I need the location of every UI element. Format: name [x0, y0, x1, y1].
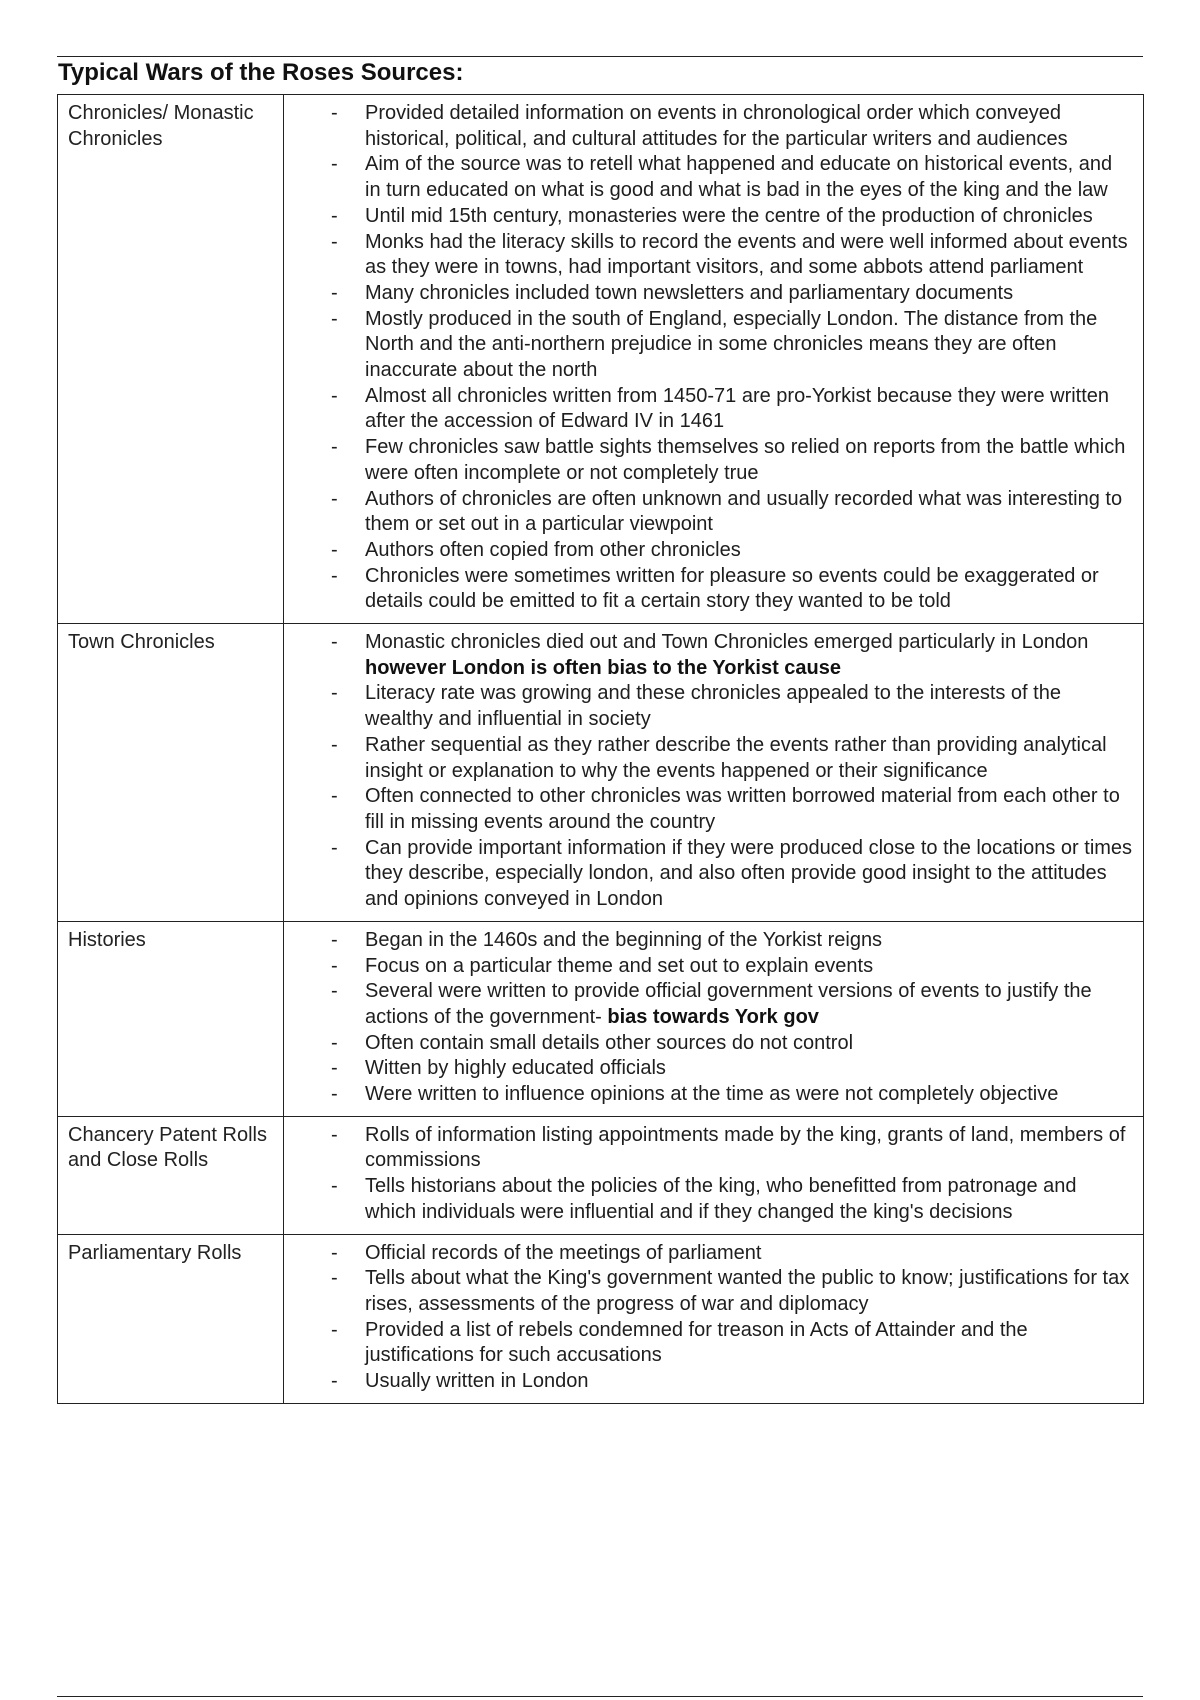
list-item [284, 281, 1133, 307]
list-item [284, 307, 1133, 384]
bullet-list [284, 1123, 1133, 1226]
list-item [284, 1369, 1133, 1395]
bullet-text: Often connected to other chronicles was written borrowed material from each other to fill in missing events around the country [365, 785, 1120, 833]
bullet-dash: - [331, 204, 338, 227]
list-item [284, 1123, 1133, 1174]
list-item [284, 435, 1133, 486]
list-item [284, 630, 1133, 681]
bullet-dash: - [331, 281, 338, 304]
bullet-text: Monks had the literacy skills to record the events and were well informed about events as they were in towns, had important visitors, and some abbots attend parliament [365, 230, 1128, 279]
bullet-dash: - [331, 1370, 338, 1393]
source-type-cell: Chancery Patent Rolls and Close Rolls [58, 1116, 284, 1234]
source-type-cell: Parliamentary Rolls [58, 1234, 284, 1403]
bullet-dash: - [331, 1318, 338, 1341]
bullet-text: Official records of the meetings of parliament [365, 1241, 762, 1264]
list-item [284, 152, 1133, 203]
list-item [284, 784, 1133, 835]
list-item [284, 564, 1133, 615]
bullet-text: Usually written in London [365, 1370, 589, 1393]
bullet-text: Few chronicles saw battle sights themselves so relied on reports from the battle which were often incomplete or not completely true [365, 436, 1126, 484]
bullet-dash: - [331, 1123, 338, 1146]
sources-table [57, 94, 1144, 1404]
source-type-cell: Histories [58, 921, 284, 1116]
bottom-divider [57, 1696, 1143, 1697]
bullet-dash: - [331, 733, 338, 756]
bullet-list [284, 630, 1133, 913]
table-row [58, 95, 1144, 624]
bullet-text: Many chronicles included town newsletters and parliamentary documents [365, 281, 1014, 304]
list-item [284, 979, 1133, 1030]
bullet-text: Rolls of information listing appointments made by the king, grants of land, members of commissions [365, 1123, 1126, 1172]
top-divider [57, 56, 1143, 57]
bullet-list [284, 101, 1133, 615]
bullet-emphasis: however London is often bias to the Yorkist cause [365, 656, 842, 679]
bullet-dash: - [331, 1083, 338, 1106]
list-item [284, 101, 1133, 152]
table-row [58, 624, 1144, 922]
bullet-dash: - [331, 928, 338, 951]
bullet-text: Authors often copied from other chronicles [365, 538, 741, 561]
list-item [284, 681, 1133, 732]
bullet-text: Mostly produced in the south of England, especially London. The distance from the North and the anti-northern prejudice in some chronicles means they are often inaccurate about the north [365, 307, 1098, 382]
bullet-text: Chronicles were sometimes written for pleasure so events could be exaggerated or details could be emitted to fit a certain story they wanted to be told [365, 564, 1099, 613]
page-title: Typical Wars of the Roses Sources: [58, 59, 464, 86]
bullet-text: Began in the 1460s and the beginning of the Yorkist reigns [365, 928, 883, 951]
list-item [284, 1266, 1133, 1317]
source-points-cell [284, 1234, 1144, 1403]
source-points-cell [284, 921, 1144, 1116]
bullet-text: Provided a list of rebels condemned for treason in Acts of Attainder and the justifications for such accusations [365, 1318, 1028, 1367]
bullet-text: Rather sequential as they rather describe the events rather than providing analytical insight or explanation to why the events happened or their significance [365, 733, 1107, 782]
table-row [58, 1234, 1144, 1403]
list-item [284, 1241, 1133, 1267]
list-item [284, 1318, 1133, 1369]
list-item [284, 204, 1133, 230]
sources-table-body [58, 95, 1144, 1404]
bullet-dash: - [331, 153, 338, 176]
source-type-cell: Chronicles/ Monastic Chronicles [58, 95, 284, 624]
table-row [58, 921, 1144, 1116]
bullet-dash: - [331, 631, 338, 654]
bullet-text: Provided detailed information on events in chronological order which conveyed historical, political, and cultural attitudes for the particular writers and audiences [365, 102, 1068, 150]
bullet-dash: - [331, 1175, 338, 1198]
bullet-text: Often contain small details other sources do not control [365, 1031, 854, 1054]
list-item [284, 733, 1133, 784]
list-item [284, 1082, 1133, 1108]
list-item [284, 1174, 1133, 1225]
bullet-list [284, 1241, 1133, 1395]
bullet-dash: - [331, 954, 338, 977]
bullet-dash: - [331, 1241, 338, 1264]
source-points-cell [284, 1116, 1144, 1234]
bullet-text: Can provide important information if they were produced close to the locations or times they describe, especially london, and also often provide good insight to the attitudes and opinions conveyed in London [365, 836, 1133, 911]
bullet-text: Literacy rate was growing and these chronicles appealed to the interests of the wealthy and influential in society [365, 682, 1061, 731]
list-item [284, 538, 1133, 564]
bullet-dash: - [331, 785, 338, 808]
source-type-cell: Town Chronicles [58, 624, 284, 922]
bullet-emphasis: bias towards York gov [607, 1005, 819, 1028]
bullet-dash: - [331, 230, 338, 253]
bullet-dash: - [331, 384, 338, 407]
bullet-dash: - [331, 980, 338, 1003]
list-item [284, 954, 1133, 980]
bullet-text: Monastic chronicles died out and Town Chronicles emerged particularly in London [365, 631, 1089, 654]
bullet-list [284, 928, 1133, 1108]
bullet-dash: - [331, 1057, 338, 1080]
bullet-text: Witten by highly educated officials [365, 1057, 666, 1080]
bullet-dash: - [331, 682, 338, 705]
bullet-text: Tells about what the King's government wanted the public to know; justifications for tax rises, assessments of the progress of war and diplomacy [365, 1267, 1130, 1315]
table-row [58, 1116, 1144, 1234]
bullet-text: Almost all chronicles written from 1450-71 are pro-Yorkist because they were written after the accession of Edward IV in 1461 [365, 384, 1110, 433]
bullet-dash: - [331, 836, 338, 859]
source-points-cell [284, 95, 1144, 624]
bullet-text: Authors of chronicles are often unknown and usually recorded what was interesting to them or set out in a particular viewpoint [365, 487, 1123, 536]
bullet-dash: - [331, 1031, 338, 1054]
bullet-dash: - [331, 102, 338, 124]
bullet-text: Until mid 15th century, monasteries were the centre of the production of chronicles [365, 204, 1093, 227]
bullet-text: Tells historians about the policies of the king, who benefitted from patronage and which individuals were influential and if they changed the king's decisions [365, 1175, 1077, 1223]
list-item [284, 384, 1133, 435]
bullet-dash: - [331, 1267, 338, 1290]
list-item [284, 928, 1133, 954]
list-item [284, 836, 1133, 913]
bullet-text: Were written to influence opinions at the time as were not completely objective [365, 1083, 1059, 1106]
bullet-dash: - [331, 564, 338, 587]
source-points-cell [284, 624, 1144, 922]
bullet-dash: - [331, 307, 338, 330]
bullet-text: Several were written to provide official government versions of events to justify the actions of the government- [365, 980, 1092, 1028]
list-item [284, 1031, 1133, 1057]
list-item [284, 230, 1133, 281]
bullet-dash: - [331, 436, 338, 459]
bullet-dash: - [331, 538, 338, 561]
list-item [284, 1056, 1133, 1082]
list-item [284, 487, 1133, 538]
bullet-dash: - [331, 487, 338, 510]
bullet-text: Focus on a particular theme and set out to explain events [365, 954, 874, 977]
bullet-text: Aim of the source was to retell what happened and educate on historical events, and in turn educated on what is good and what is bad in the eyes of the king and the law [365, 153, 1113, 202]
